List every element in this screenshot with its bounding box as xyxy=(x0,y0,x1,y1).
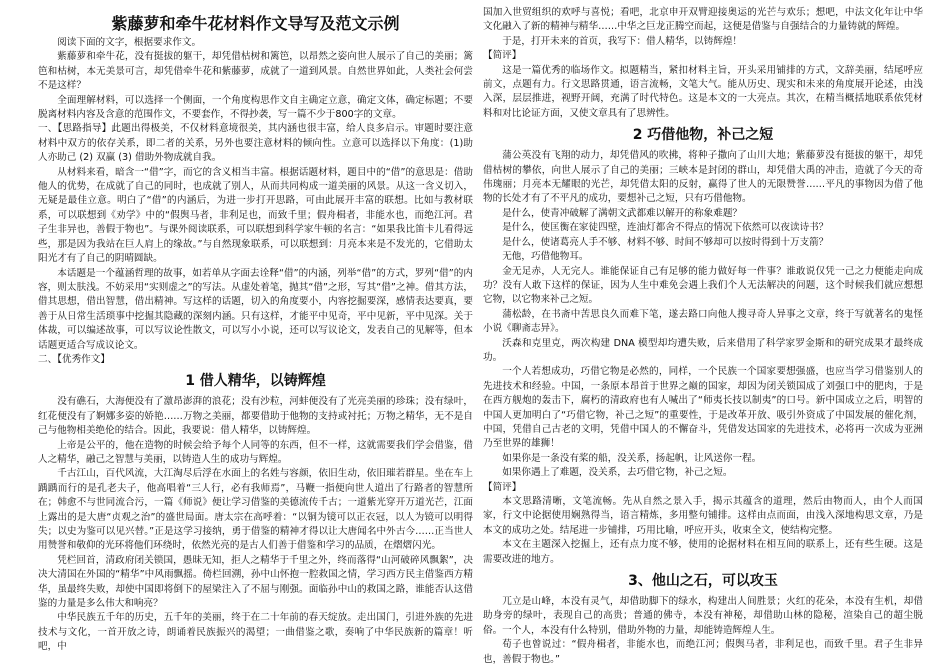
right-column xyxy=(483,6,923,667)
essay-paragraph: 千古江山，百代风流，大江淘尽后浮在水面上的名姓与容颜，依旧生动，依旧璀若群星。坐在车上踽踽而行的是孔老夫子，他高唱着“三人行，必有我师焉”，马鞭一指便向世人道出了行路者的智慧所在；韩愈不与世同流合污，一篇《师说》便让学习借鉴的美德流传千古；一道紫光穿开万道光芒，江面上露出的是大唐“贞观之治”的盛世局面。唐太宗在高呼着：“以铜为镜可以正衣冠，以人为镜可以明得失；以史为鉴可以见兴替。”正是这学习接纳，勇于借鉴的精神才得以让大唐闻名中外古今……正当世人用赞誉和敬仰的光环将他们环绕时，依然光亮的是古人们善于借鉴和学习的品质，在熠熠闪光。 xyxy=(38,468,473,552)
essay-paragraph: 沃森和克里克，两次构建 DNA 模型却均遭失败，后来借用了科学家罗金斯和的研究成果才最终成功。 xyxy=(483,337,923,363)
requirements: 全面理解材料，可以选择一个侧面，一个角度构思作文自主确定立意，确定文体，确定标题；不要脱离材料内容及含意的范围作文，不要套作，不得抄袭，写一篇不少于800字的文章。 xyxy=(38,94,473,121)
comment-label: 【简评】 xyxy=(483,50,522,62)
essay-title: 3、他山之石，可以攻玉 xyxy=(628,573,778,590)
analysis-paragraph: 本话题是一个蕴涵哲理的故事，如若单从字面去诠释“借”的内涵，列举“借”的方式，罗列“借”的内容，则太肤浅。不妨采用“实则虚之”的写法。从虚处着笔，抛其“借”之形，写其“借”之神。借其方法，借其思想，借出智慧，借出精神。写这样的话题，切入的角度要小，内容挖掘要深，感情表达要真，要善于从日常生活琐事中挖掘其隐藏的深刻内涵。只有这样，才能平中见奇，平中见新，平中见深。关于体裁，可以编述故事，可以写议论性散文，可以写小小说，还可以写议论文，发表自己的见解等，但本话题更适合写成议论文。 xyxy=(38,267,473,351)
essay-paragraph: 是什么，使匡衡在家徒四壁，连油灯都舍不得点的情况下依然可以夜读诗书？ xyxy=(502,222,829,234)
material-text: 紫藤萝和牵牛花，没有挺拔的躯干，却凭借枯树和篱笆，以昂然之姿向世人展示了自己的美丽；篱笆和枯树，本无美景可言，却凭借牵牛花和紫藤萝，成就了一道到风景。自然世界如此，人类社会何尝不是这样？ xyxy=(38,51,473,92)
essay-paragraph: 是什么，使诸葛亮人手不够、材料不够、时间不够却可以按时得到十万支箭？ xyxy=(502,236,829,248)
essay-title: 1 借人精华，以铸辉煌 xyxy=(185,373,326,390)
essay-paragraph: 国加入世贸组织的欢呼与喜悦；看吧，北京申开双臂迎接奥运的光芒与欢乐；想吧，中法文化年让中华文化融入了新的精神与精华……中华之巨龙正腾空而起，这便是借鉴与自强结合的力量铸就的辉煌。 xyxy=(483,7,923,33)
section-heading: 二、【优秀作文】 xyxy=(38,353,110,365)
analysis-paragraph: 从材料来看，暗含一“借”字，而它的含义相当丰富。根据话题材料，题目中的“借”的意思是：借助他人的优势，在成就了自己的同时，也成就了别人，从而共同构成一道美丽的风景。从这一含义切入，无疑是最佳立意。明白了“借”的内涵后，为进一步打开思路，可由此展开丰富的联想。比如与教材联系，可以联想到《劝学》中的“假舆马者，非利足也，而致千里；假舟楫者，非能水也，而绝江河。君子生非异也，善假于物也”。与课外阅读联系，可以联想到科学家牛顿的名言：“如果我比笛卡儿看得远些，那是因为我站在巨人肩上的缘故。”与自然现象联系，可以联想到：月亮本来是不发光的，它借助太阳光才有了自己的阴晴圆缺。 xyxy=(38,166,473,265)
essay-paragraph: 没有礁石，大海便没有了激昂澎湃的浪花；没有沙粒，河蚌便没有了光亮美丽的珍珠；没有绿叶，红花便没有了婀娜多姿的娇艳……万物之美丽，都要借助于他物的支持或衬托；万物之精华，无不是自己与他物相美绝伦的结合。因此，我要说：借人精华，以铸辉煌。 xyxy=(38,396,473,437)
comment-text: 本文思路清晰，文笔流畅。先从自然之景入手，揭示其蕴含的道理，然后由物而人，由个人而国家，行文中论据使用娴熟得当，语言精炼，多用整句铺排。这样由点而面，由浅入深地构思文章，乃是本文的成功之处。结尾进一步铺排，巧用比喻，呼应开头，收束全文，使结构完整。 xyxy=(483,496,923,536)
essay-paragraph: 上帝是公平的，他在造物的时候会给予每个人同等的东西，但不一样，这就需要我们学会借鉴，借人之精华，融己之智慧与美丽，以铸造人生的成功与辉煌。 xyxy=(38,439,473,465)
comment-label: 【简评】 xyxy=(483,481,522,493)
essay-paragraph: 蒲公英没有飞翔的动力，却凭借风的吹拂，将种子撒向了山川大地；紫藤萝没有挺拔的躯干，却凭借枯树的攀依，向世人展示了自己的美丽；三峡本是封闭的群山，却凭借大禹的冲击，造就了今天的奇伟瑰丽；月亮本无耀眼的光芒，却凭借太阳的反射，赢得了世人的无限赞誉……平凡的事物因为借了他物的长处才有了不平凡的成功，要想补己之短，只有巧借他物。 xyxy=(483,150,923,205)
essay-paragraph: 如果你是一条没有桨的船，没关系，扬起帆，让风送你一程。 xyxy=(502,452,762,464)
essay-paragraph: 是什么，使青冲破解了满朝文武都难以解开的称象难题？ xyxy=(502,207,743,219)
page-title: 紫藤萝和牵牛花材料作文导写及范文示例 xyxy=(111,14,400,33)
essay-paragraph: 中华民族五千年的历史，五千年的美丽，终于在二十年前的春天绽放。走出国门，引进外族的先进技术与文化，一首开放之诗，朗诵着民族振兴的渴望；一曲借鉴之歌，奏响了中华民族新的篇章！听吧，中 xyxy=(38,612,473,653)
essay-paragraph: 凭栏回首，清政府闭关锁国，愚昧无知，拒人之精华于千里之外，终而落得“山河破碎风飘絮”，决决大清国在外国的“精华”中风雨飘摇。倚栏回溯，孙中山怀抱一腔救国之情，学习西方民主借鉴西方精华，虽最终失败，却使中国即将倒下的屋梁注入了不屈与刚强。面临孙中山的救国之路，谁能否认这借鉴的力量是多么伟大和响亮？ xyxy=(38,554,473,610)
essay-title: 2 巧借他物，补己之短 xyxy=(632,127,774,144)
comment-text: 这是一篇优秀的临场作文。拟题精当，紧扣材料主旨，开头采用铺排的方式，文辞美丽，结尾呼应前文，点题有力。行文思路贯通，语言流畅，文笔大气。能从历史、现实和未来的角度展开论述，由浅入深，层层推进，视野开阔，充满了时代特色。这是本文的一大亮点。其次，在精当概括地联系依凭材料和对比论证方面，又使文章具有了思辨性。 xyxy=(483,64,923,119)
essay-paragraph: 兀立是山峰，本没有灵气，却借助脚下的绿水，构建出人间胜景；火红的花朵，本没有生机，却借助身旁的绿叶，表现自己的高贵；普通的佛寺，本没有神秘，却借助山林的隐秘，渲染自己的超尘脱俗。一个人，本没有什么特别，借助外物的力量，却能铸造辉煌人生。 xyxy=(483,596,923,636)
essay-paragraph: 荀子也曾说过：“假舟楫者，非能水也，而绝江河；假舆马者，非利足也，而致千里。君子生非异也，善假于物也。” xyxy=(483,639,923,665)
essay-paragraph: 金无足赤，人无完人。谁能保证自己有足够的能力做好每一件事？谁敢说仅凭一己之力便能走向成功？没有人敢下这样的保证，因为人生中难免会遇上我们个人无法解决的问题，这个时候我们就应想想它物，以它物来补己之短。 xyxy=(483,265,923,306)
instruction: 阅读下面的文字，根据要求作文。 xyxy=(57,37,202,48)
essay-paragraph: 如果你遇上了难题，没关系，去巧借它物，补己之短。 xyxy=(502,467,733,479)
essay-paragraph: 蒲松龄，在书斋中苦思良久而难下笔，遂去路口向他人搜寻奇人异事之文章，终于写就著名的鬼怪小说《聊斋志异》。 xyxy=(483,308,923,335)
essay-paragraph: 一个人若想成功，巧借它物是必然的，同样，一个民族一个国家要想强盛，也应当学习借鉴别人的先进技术和经验。中国，一条原本昂首于世界之巅的国家，却因为闭关锁国成了刘强口中的肥肉，于是在西方舰炮的轰击下，腐朽的清政府也有人喊出了“师夷长技以制夷”的口号。新中国成立之后，明智的中国人更加明白了“巧借它物，补己之短”的重要性，于是改革开放、吸引外资成了中国发展的催化剂，中国，凭借自己古老的文明，凭借中国人的不懈奋斗，凭借发达国家的先进技术，必将再一次成为亚洲乃至世界的雄狮！ xyxy=(483,366,923,450)
essay-paragraph: 于是，打开未来的首页，我写下：借人精华，以铸辉煌！ xyxy=(502,35,743,47)
thinking-guide: 一、【思路指导】此题出得极美，不仅材料意境很美，其内涵也很丰富，给人良多启示。审题时要注意材料中双方的依存关系，即二者的关系，另外也要注意材料的倾向性。立意可以选择以下角度：(1)助人亦助己 (2) 双赢 (3) 借助外物成就自我。 xyxy=(38,123,473,164)
essay-paragraph: 无他，巧借他物耳。 xyxy=(502,251,589,263)
comment-text: 本文在主题深入挖掘上，还有点力度不够，使用的论据材料在相互间的联系上，还有些生硬。这是需要改进的地方。 xyxy=(483,539,923,565)
left-column xyxy=(38,0,473,655)
